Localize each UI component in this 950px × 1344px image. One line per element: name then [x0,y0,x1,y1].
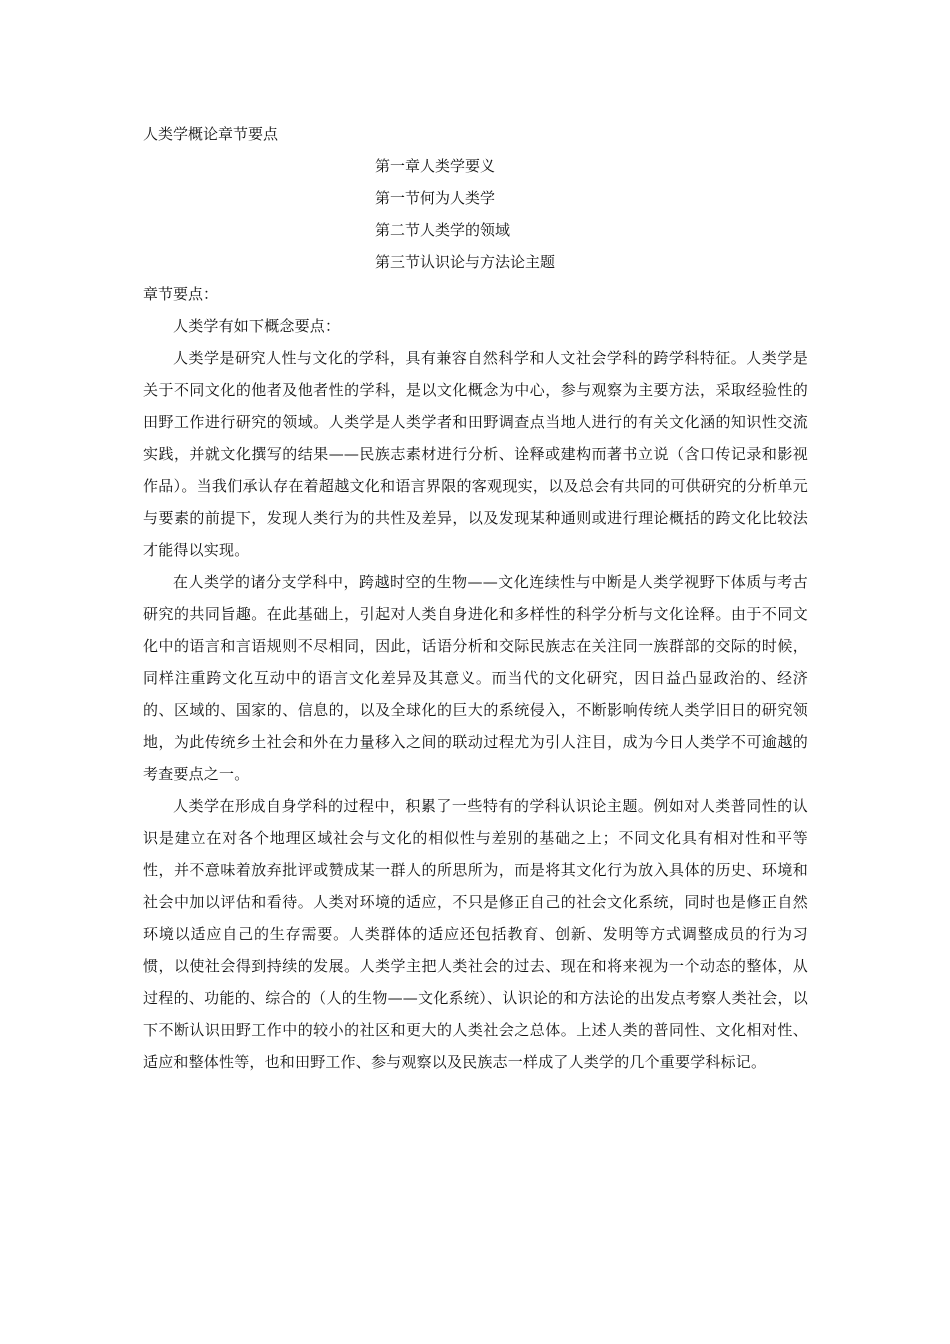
paragraph-intro: 人类学有如下概念要点： [173,317,341,335]
toc-section-2: 第二节人类学的领域 [375,221,511,239]
section-label: 章节要点： [143,285,219,303]
toc-section-1: 第一节何为人类学 [375,189,496,207]
document-title: 人类学概论章节要点 [143,125,279,143]
document-page [143,118,808,1078]
toc-chapter-1: 第一章人类学要义 [375,157,496,175]
paragraph-definition: 人类学是研究人性与文化的学科，具有兼容自然科学和人文社会学科的跨学科特征。人类学是关于不同文化的他者及他者性的学科，是以文化概念为中心，参与观察为主要方法，采取经验性的田野工作进行研究的领域。人类学是人类学者和田野调查点当地人进行的有关文化涵的知识性交流实践，并就文化撰写的结果——民族志素材进行分析、诠释或建构而著书立说（含口传记录和影视作品）。当我们承认存在着超越文化和语言界限的客观现实，以及总会有共同的可供研究的分析单元与要素的前提下，发现人类行为的共性及差异，以及发现某种通则或进行理论概括的跨文化比较法才能得以实现。 [143,349,808,559]
body-text [143,310,808,1078]
table-of-contents [143,150,808,278]
toc-section-3: 第三节认识论与方法论主题 [375,253,556,271]
paragraph-subfields: 在人类学的诸分支学科中，跨越时空的生物——文化连续性与中断是人类学视野下体质与考古研究的共同旨趣。在此基础上，引起对人类自身进化和多样性的科学分析与文化诠释。由于不同文化中的语言和言语规则不尽相同，因此，话语分析和交际民族志在关注同一族群部的交际的时候，同样注重跨文化互动中的语言文化差异及其意义。而当代的文化研究，因日益凸显政治的、经济的、区域的、国家的、信息的，以及全球化的巨大的系统侵入，不断影响传统人类学旧日的研究领地，为此传统乡土社会和外在力量移入之间的联动过程尤为引人注目，成为今日人类学不可逾越的考查要点之一。 [143,573,808,783]
paragraph-epistemology: 人类学在形成自身学科的过程中，积累了一些特有的学科认识论主题。例如对人类普同性的认识是建立在对各个地理区域社会与文化的相似性与差别的基础之上；不同文化具有相对性和平等性，并不意味着放弃批评或赞成某一群人的所思所为，而是将其文化行为放入具体的历史、环境和社会中加以评估和看待。人类对环境的适应，不只是修正自己的社会文化系统，同时也是修正自然环境以适应自己的生存需要。人类群体的适应还包括教育、创新、发明等方式调整成员的行为习惯，以使社会得到持续的发展。人类学主把人类社会的过去、现在和将来视为一个动态的整体，从过程的、功能的、综合的（人的生物——文化系统）、认识论的和方法论的出发点考察人类社会，以下不断认识田野工作中的较小的社区和更大的人类社会之总体。上述人类的普同性、文化相对性、适应和整体性等，也和田野工作、参与观察以及民族志一样成了人类学的几个重要学科标记。 [143,797,808,1071]
